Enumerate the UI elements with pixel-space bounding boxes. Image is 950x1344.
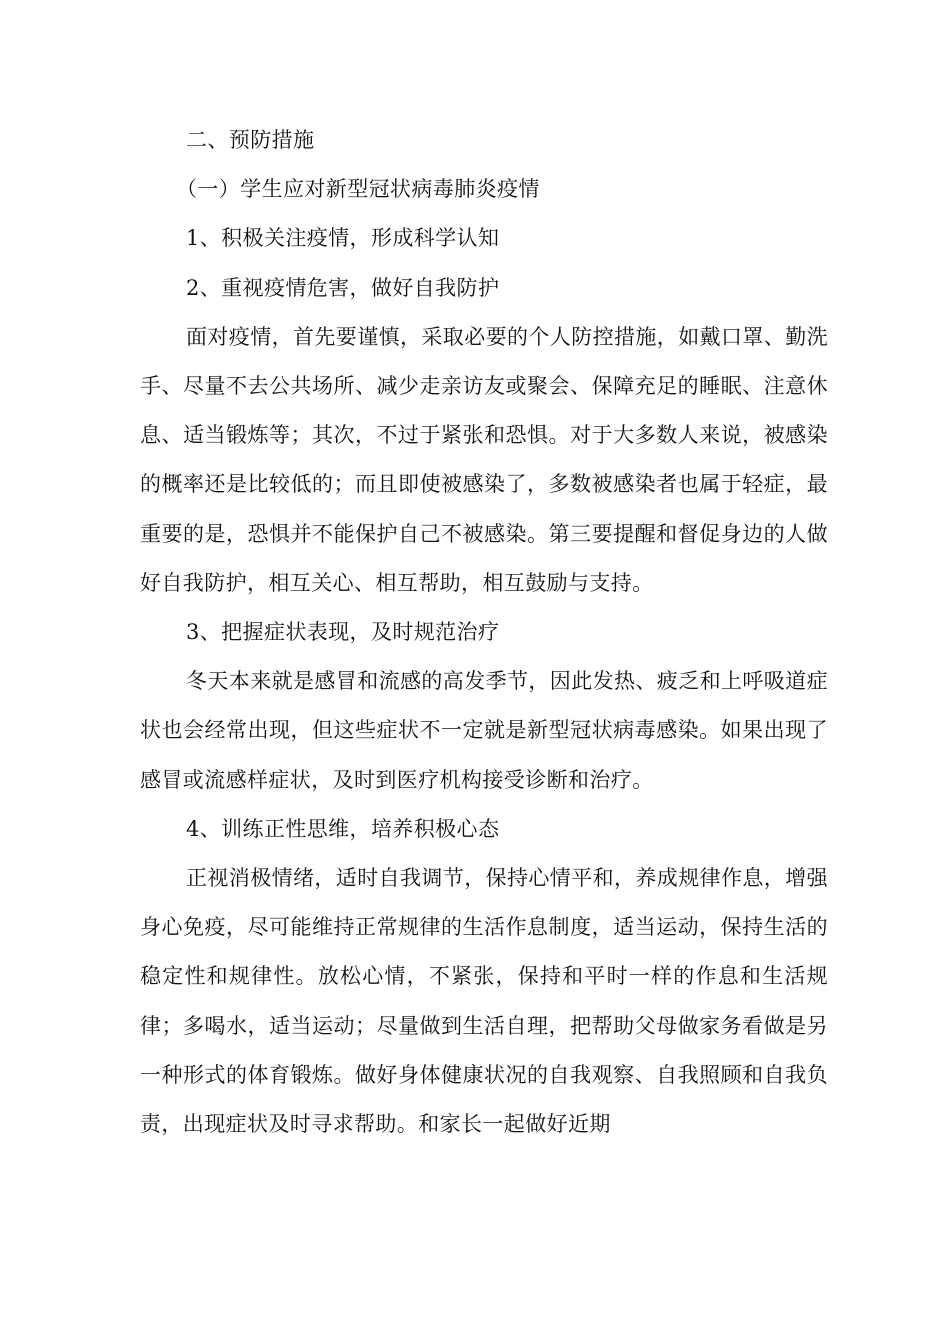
section-heading: 二、预防措施 bbox=[186, 128, 315, 152]
subsection-heading: （一）学生应对新型冠状病毒肺炎疫情 bbox=[176, 177, 540, 202]
item-1-title: 1、积极关注疫情，形成科学认知 bbox=[186, 226, 500, 251]
item-4-title: 4、训练正性思维，培养积极心态 bbox=[186, 816, 500, 841]
document-body bbox=[140, 116, 828, 1149]
item-3-title: 3、把握症状表现，及时规范治疗 bbox=[186, 620, 500, 645]
item-3-paragraph: 冬天本来就是感冒和流感的高发季节，因此发热、疲乏和上呼吸道症状也会经常出现，但这些症状不一定就是新型冠状病毒感染。如果出现了感冒或流感样症状，及时到医疗机构接受诊断和治疗。 bbox=[140, 669, 828, 792]
item-4-paragraph: 正视消极情绪，适时自我调节，保持心情平和，养成规律作息，增强身心免疫，尽可能维持正常规律的生活作息制度，适当运动，保持生活的稳定性和规律性。放松心情，不紧张，保持和平时一样的作息和生活规律；多喝水，适当运动；尽量做到生活自理，把帮助父母做家务看做是另一种形式的体育锻炼。做好身体健康状况的自我观察、自我照顾和自我负责，出现症状及时寻求帮助。和家长一起做好近期 bbox=[140, 866, 828, 1137]
item-2-paragraph: 面对疫情，首先要谨慎，采取必要的个人防控措施，如戴口罩、勤洗手、尽量不去公共场所、减少走亲访友或聚会、保障充足的睡眠、注意休息、适当锻炼等；其次，不过于紧张和恐惧。对于大多数人来说，被感染的概率还是比较低的；而且即使被感染了，多数被感染者也属于轻症，最重要的是，恐惧并不能保护自己不被感染。第三要提醒和督促身边的人做好自我防护，相互关心、相互帮助，相互鼓励与支持。 bbox=[140, 324, 828, 595]
item-2-title: 2、重视疫情危害，做好自我防护 bbox=[186, 275, 500, 300]
